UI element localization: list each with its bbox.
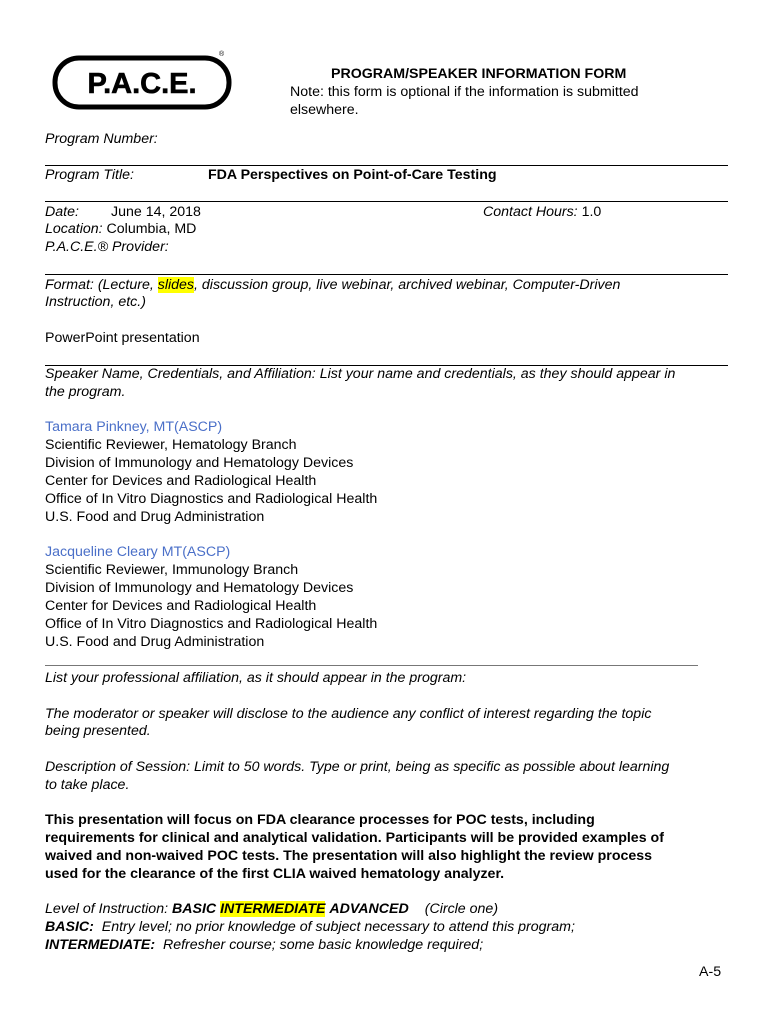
speaker-affiliation-line: Scientific Reviewer, Immunology Branch [45,562,299,578]
level-of-instruction [45,901,498,917]
format-value: PowerPoint presentation [45,330,200,346]
speaker-affiliation-line: Office of In Vitro Diagnostics and Radiological Health [45,616,378,632]
format-label: Format: (Lecture, slides, discussion group, live webinar, archived webinar, Computer-Driven [45,277,621,293]
basic-definition [45,919,575,935]
basic-def-text: Entry level; no prior knowledge of subject necessary to attend this program; [101,919,575,935]
level-label: Level of Instruction: [45,901,169,917]
speaker-affiliation-line: Division of Immunology and Hematology Devices [45,455,354,471]
form-title: PROGRAM/SPEAKER INFORMATION FORM [331,66,627,82]
contact-hours [483,204,601,220]
format-label-line2: Instruction, etc.) [45,294,146,310]
description-label-line2: to take place. [45,777,130,793]
speaker-affiliation-line: Division of Immunology and Hematology Devices [45,580,354,596]
description-body-line: This presentation will focus on FDA clearance processes for POC tests, including [45,812,595,828]
description-body-line: waived and non-waived POC tests. The presentation will also highlight the review process [45,848,653,864]
divider [45,274,728,275]
form-note: Note: this form is optional if the information is submitted elsewhere. [290,84,639,118]
highlight-slides: slides [157,277,195,293]
date-label: Date: [45,204,79,220]
program-number-label: Program Number: [45,131,158,147]
location-value: Columbia, MD [106,221,197,237]
description-body-line: requirements for clinical and analytical validation. Participants will be provided examples of [45,830,664,846]
description-body-line: used for the clearance of the first CLIA waived hematology analyzer. [45,866,505,882]
affiliation-label: List your professional affiliation, as it should appear in the program: [45,670,467,686]
contact-hours-label: Contact Hours: [483,204,578,220]
basic-def-label: BASIC: [45,919,94,935]
intermediate-def-text: Refresher course; some basic knowledge required; [162,937,484,953]
speaker-affiliation-line: U.S. Food and Drug Administration [45,634,265,650]
contact-hours-value: 1.0 [581,204,602,220]
program-title-value: FDA Perspectives on Point-of-Care Testing [208,167,497,183]
speaker-name: Jacqueline Cleary MT(ASCP) [45,544,231,560]
description-label: Description of Session: Limit to 50 words. Type or print, being as specific as possible about learning [45,759,670,775]
date-value: June 14, 2018 [111,204,201,220]
pace-logo [52,55,232,110]
program-title-label: Program Title: [45,167,134,183]
speaker-affiliation-line: Scientific Reviewer, Hematology Branch [45,437,297,453]
speaker-label-line2: the program. [45,384,126,400]
speaker-label: Speaker Name, Credentials, and Affiliation: List your name and credentials, as they should appear in [45,366,676,382]
logo-registered-mark: ® [219,51,225,58]
page-number: A-5 [699,964,722,980]
speaker-name: Tamara Pinkney, MT(ASCP) [45,419,223,435]
speaker-affiliation-line: U.S. Food and Drug Administration [45,509,265,525]
level-basic: BASIC [171,901,217,917]
provider-label: P.A.C.E.® Provider: [45,239,169,255]
divider [45,665,698,666]
level-intermediate: INTERMEDIATE [220,901,326,917]
intermediate-definition [45,937,483,953]
intermediate-def-label: INTERMEDIATE: [45,937,156,953]
logo-text: P.A.C.E. [87,68,197,100]
speaker-affiliation-line: Center for Devices and Radiological Health [45,473,317,489]
disclosure-text-line2: being presented. [45,723,151,739]
level-circle-note: (Circle one) [424,901,499,917]
disclosure-text: The moderator or speaker will disclose to the audience any conflict of interest regarding the topic [45,706,652,722]
divider [45,201,728,202]
speaker-affiliation-line: Center for Devices and Radiological Health [45,598,317,614]
level-advanced: ADVANCED [329,901,409,917]
divider [45,165,728,166]
location-label: Location: [45,221,103,237]
speaker-affiliation-line: Office of In Vitro Diagnostics and Radiological Health [45,491,378,507]
location [45,221,196,237]
